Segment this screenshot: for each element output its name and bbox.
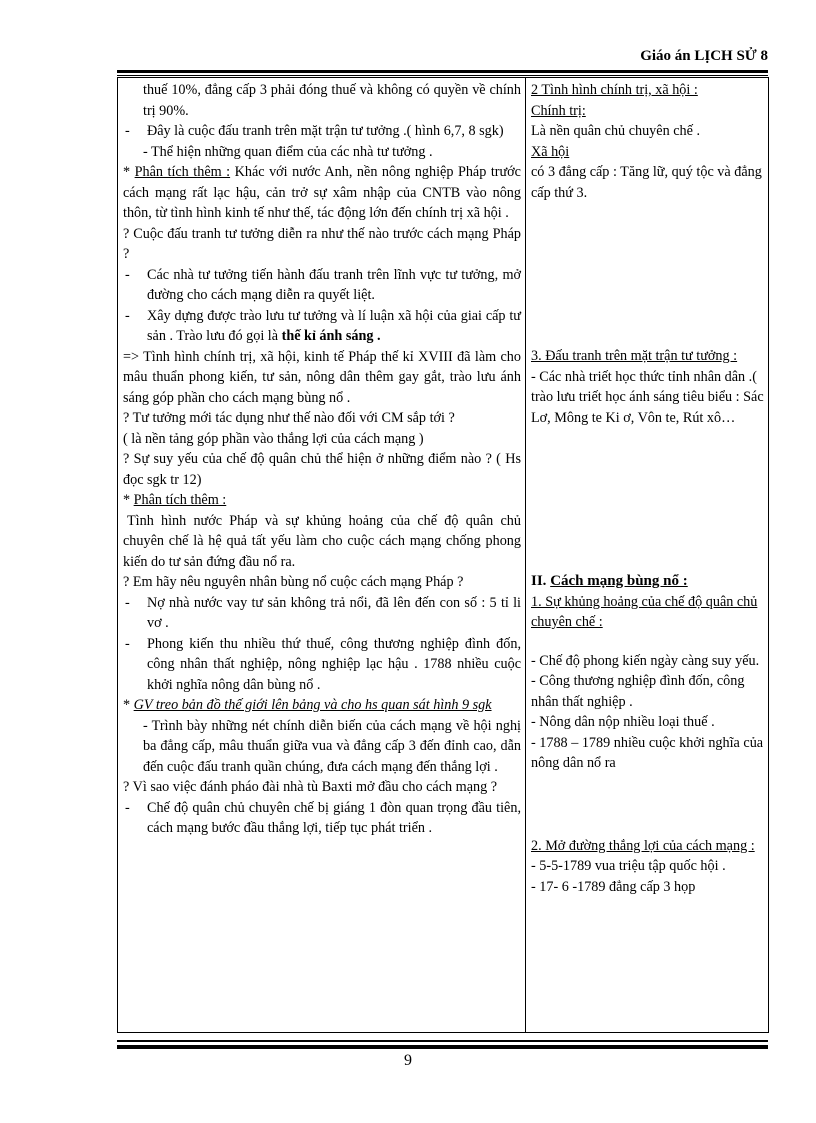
list-item: - Công thương nghiệp đình đốn, công nhân thất nghiệp . [531,673,745,710]
footer-rule-thick [117,1045,768,1049]
list-item: - 17- 6 -1789 đẳng cấp 3 họp [531,878,696,895]
section-title: 2. Mở đường thắng lợi của cách mạng : [531,837,755,854]
subsection-label: Chính trị: [531,102,586,119]
question: ? Vì sao việc đánh pháo đài nhà tù Baxti mở đầu cho cách mạng ? [123,779,498,795]
list-item: - Đây là cuộc đấu tranh trên mặt trận tư tưởng .( hình 6,7, 8 sgk) [125,123,504,139]
paragraph: * GV treo bản đồ thế giới lên bảng và cho hs quan sát hình 9 sgk [123,697,492,713]
section-title: 3. Đấu tranh trên mặt trận tư tưởng : [531,348,738,364]
paragraph: * Phân tích thêm : Khác với nước Anh, nền nông nghiệp Pháp trước cách mạng rất lạc hậu, cản trở sự xâm nhập của CNTB vào nông thôn, từ tình hình kinh tế như thế, tác động lớn đến chính trị xã hội . [123,164,521,221]
paragraph: - Trình bày những nét chính diễn biến của cách mạng về hội nghị ba đẳng cấp, mâu thuẩn giữa vua và đẳng cấp 3 đến đỉnh cao, dẫn đến cuộc đấu tranh quần chúng, đưa cách mạng đến thắng lợi . [143,717,521,775]
paragraph: => Tình hình chính trị, xã hội, kinh tế Pháp thế kỉ XVIII đã làm cho mâu thuẩn phong kiến, tư sản, nông dân thêm gay gắt, trào lưu ánh sáng góp phần cho cách mạng bùng nổ . [123,348,521,406]
list-item: - Chế độ quân chủ chuyên chế bị giáng 1 đòn quan trọng đầu tiên, cách mạng bước đầu thắng lợi, tiếp tục phát triển . [125,799,521,836]
paragraph: Là nền quân chủ chuyên chế . [531,123,700,139]
list-item: - Phong kiến thu nhiều thứ thuế, công thương nghiệp đình đốn, công nhân thất nghiệp, nông nghiệp lạc hậu . 1788 nhiều cuộc khởi nghĩa nông dân bùng nổ . [125,635,521,693]
paragraph: thuế 10%, đẳng cấp 3 phải đóng thuế và không có quyền về chính trị 90%. [143,82,521,119]
header-title: Giáo án LỊCH SỬ 8 [640,48,768,64]
paragraph: Tình hình nước Pháp và sự khủng hoảng của chế độ quân chủ chuyên chế là hệ quả tất yếu làm cho cuộc cách mạng chống phong kiến do tư sản đứng đầu nổ ra. [123,512,521,570]
list-item: - 5-5-1789 vua triệu tập quốc hội . [531,858,726,874]
list-item: - Xây dựng được trào lưu tư tưởng và lí luận xã hội của giai cấp tư sản . Trào lưu đó gọi là thế kỉ ánh sáng . [125,307,521,344]
paragraph: ( là nền tảng góp phần vào thắng lợi của cách mạng ) [123,430,424,447]
subsection-label: Xã hội [531,143,570,160]
question: ? Em hãy nêu nguyên nhân bùng nổ cuộc cách mạng Pháp ? [123,574,464,590]
question: ? Cuộc đấu tranh tư tưởng diễn ra như thế nào trước cách mạng Pháp ? [123,225,521,262]
header-rule-thick [117,70,768,73]
list-item: - Nợ nhà nước vay tư sản không trả nổi, đã lên đến con số : 5 tỉ li vơ . [125,594,521,631]
lesson-table [117,77,769,1033]
list-item: - Chế độ phong kiến ngày càng suy yếu. [531,652,760,669]
section-heading: II. Cách mạng bùng nổ : [531,573,688,589]
paragraph: - Các nhà triết học thức tỉnh nhân dân .( trào lưu triết học ánh sáng tiêu biểu : Sác Lơ, Mông te Ki ơ, Vôn te, Rút xô… [531,368,764,426]
question: ? Tư tưởng mới tác dụng như thế nào đối với CM sắp tới ? [123,410,455,426]
paragraph: - Thể hiện những quan điểm của các nhà tư tưởng . [143,143,433,160]
section-title: 2 Tình hình chính trị, xã hội : [531,82,698,98]
list-item: - 1788 – 1789 nhiều cuộc khởi nghĩa của nông dân nổ ra [531,734,764,771]
list-item: - Các nhà tư tưởng tiến hành đấu tranh trên lĩnh vực tư tưởng, mở đường cho cách mạng diễn ra quyết liệt. [125,266,521,303]
question: ? Sự suy yếu của chế độ quân chủ thể hiện ở những điểm nào ? ( Hs đọc sgk tr 12) [123,451,521,488]
list-item: - Nông dân nộp nhiều loại thuế . [531,714,715,730]
paragraph: có 3 đẳng cấp : Tăng lữ, quý tộc và đẳng cấp thứ 3. [531,164,762,201]
header-rule-thin [117,75,768,76]
footer-rule-thin [117,1040,768,1042]
paragraph: * Phân tích thêm : [123,492,227,508]
page-number: 9 [404,1052,412,1069]
section-title: 1. Sự khủng hoảng của chế độ quân chủ chuyên chế : [531,593,758,630]
left-column [118,78,526,1033]
right-column [526,78,769,1033]
